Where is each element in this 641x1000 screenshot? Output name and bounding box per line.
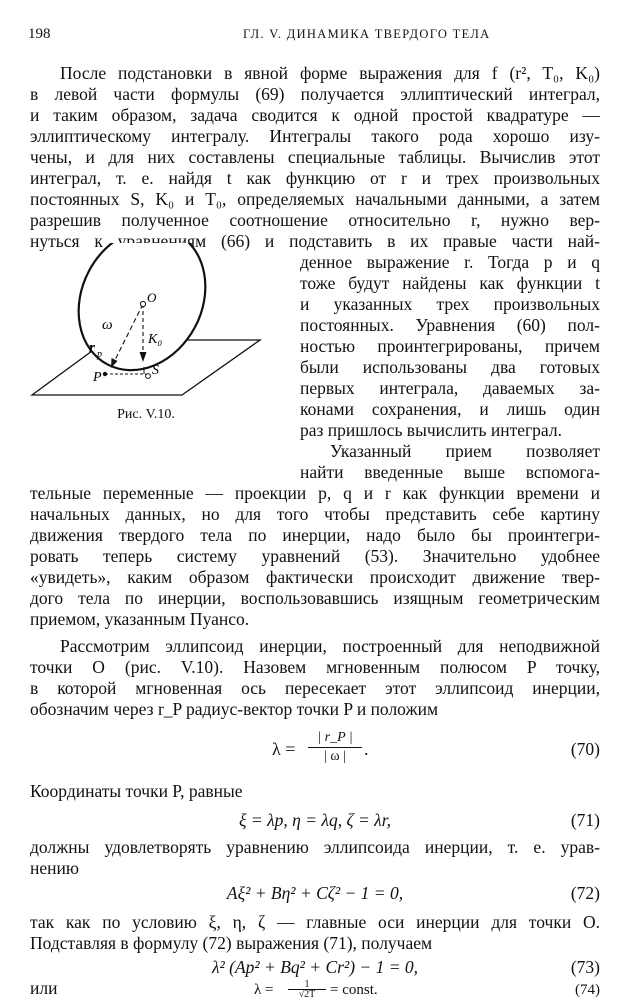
text-line: постоянных. Уравнения (60) пол-: [300, 315, 600, 335]
eq74-fraction: [288, 980, 326, 1000]
label-s: S: [152, 363, 159, 378]
text-line: и таким образом, задача сводится к одной простой квадратуре —: [30, 105, 600, 125]
eq74-number: (74): [575, 982, 600, 998]
eq73-expression: λ² (Ap² + Bq² + Cr²) − 1 = 0,: [211, 957, 419, 977]
point-o: [140, 301, 145, 306]
eq70-tail: .: [364, 739, 369, 759]
point-s: [146, 374, 151, 379]
eq74-denominator: √2T: [298, 989, 316, 1000]
text-line: движения твердого тела по инерции, надо было бы проинтегри-: [30, 525, 600, 545]
text-line: После подстановки в явной форме выражения для f (r², T₀, K₀): [60, 63, 600, 83]
equation-74: [30, 980, 600, 1000]
text-line: первых интеграла, даваемых за-: [300, 378, 600, 398]
eq74-tail: = const.: [330, 982, 378, 998]
text-line: ровать теперь систему уравнений (53). Значительно удобнее: [30, 546, 600, 566]
text-line: нению: [30, 858, 79, 878]
text-line: конами сохранения, и лишь один: [300, 399, 600, 419]
text-line: Рассмотрим эллипсоид инерции, построенный для неподвижной: [60, 636, 600, 656]
text-line: в которой мгновенная ось пересекает этот эллипсоид инерции,: [30, 678, 600, 698]
text-line: начальных данных, но для того чтобы представить себе картину: [30, 504, 600, 524]
text-line: разрешив полученное соотношение относительно r, нужно вер-: [30, 210, 600, 230]
point-p: [103, 372, 107, 376]
eq70-lhs: λ =: [272, 739, 296, 759]
ellipsoid-outline: [54, 243, 229, 393]
ellipsoid-figure: [30, 243, 262, 403]
text-line: денное выражение r. Тогда p и q: [300, 252, 600, 272]
text-line: обозначим через r_P радиус-вектор точки P и положим: [30, 699, 439, 719]
text-line: приемом, указанным Пуансо.: [30, 609, 250, 629]
equation-70: [30, 727, 600, 771]
text-line: и указанных трех произвольных: [300, 294, 600, 314]
text-line: должны удовлетворять уравнению эллипсоида инерции, т. е. урав-: [30, 837, 600, 857]
eq73-number: (73): [570, 957, 600, 977]
eq70-denominator: | ω |: [324, 749, 346, 764]
text-line: дого тела по инерции, воспользовавшись изящным геометрическим: [30, 588, 600, 608]
text-line: нуться к уравнениям (66) и подставить в их правые части най-: [30, 231, 600, 251]
label-rp-subscript: p: [97, 349, 102, 360]
text-line: раз пришлось вычислить интеграл.: [300, 420, 562, 440]
label-o: O: [147, 290, 157, 305]
label-omega: ω: [102, 317, 113, 333]
text-line: тельные переменные — проекции p, q и r как функции времени и: [30, 483, 600, 503]
text-line: точки O (рис. V.10). Назовем мгновенным полюсом P точку,: [30, 657, 600, 677]
text-line: постоянных S, K₀ и T₀, определяемых начальными данными, а затем: [30, 189, 600, 209]
text-line: «увидеть», каким образом фактически происходит движение твер-: [30, 567, 600, 587]
text-line: найти введенные выше вспомога-: [300, 462, 600, 482]
eq72-number: (72): [570, 883, 600, 903]
text-line: Подставляя в формулу (72) выражения (71), получаем: [30, 933, 433, 953]
text-line: эллиптическому интегралу. Интегралы такого рода хорошо изу-: [30, 126, 600, 146]
figure-caption: Рис. V.10.: [117, 407, 175, 422]
text-line: Указанный прием позволяет: [330, 441, 600, 461]
running-head: ГЛ. V. ДИНАМИКА ТВЕРДОГО ТЕЛА: [243, 27, 491, 41]
text-line: в левой части формулы (69) получается эллиптический интеграл,: [30, 84, 600, 104]
text-line: интеграл, т. е. найдя t как функцию от r и трех произвольных: [30, 168, 600, 188]
eq70-numerator: | r_P |: [308, 729, 362, 748]
page-number: 198: [28, 26, 51, 42]
text-line: чены, и для них составлены специальные таблицы. Вычислив этот: [30, 147, 600, 167]
text-line: Координаты точки P, равные: [30, 781, 243, 801]
text-line: ностью проинтегрированы, причем: [300, 336, 600, 356]
page-header: [28, 26, 613, 46]
label-p: P: [93, 370, 102, 385]
eq70-number: (70): [570, 739, 600, 759]
label-k0: K₀: [148, 332, 163, 347]
text-line: тоже будут найдены как функции t: [300, 273, 600, 293]
eq74-lhs: λ =: [254, 982, 274, 998]
eq71-number: (71): [570, 810, 600, 830]
text-line: были использованы два готовых: [300, 357, 600, 377]
eq72-expression: Aξ² + Bη² + Cζ² − 1 = 0,: [226, 883, 404, 903]
eq71-expression: ξ = λp, η = λq, ζ = λr,: [239, 810, 391, 830]
eq70-fraction: [308, 729, 362, 766]
eq74-numerator: 1: [288, 980, 326, 990]
text-line: или: [30, 978, 58, 998]
equation-71: [30, 805, 600, 835]
label-rp: r: [89, 340, 95, 356]
text-line: так как по условию ξ, η, ζ — главные оси инерции для точки O.: [30, 912, 600, 932]
equation-72: [30, 878, 600, 908]
